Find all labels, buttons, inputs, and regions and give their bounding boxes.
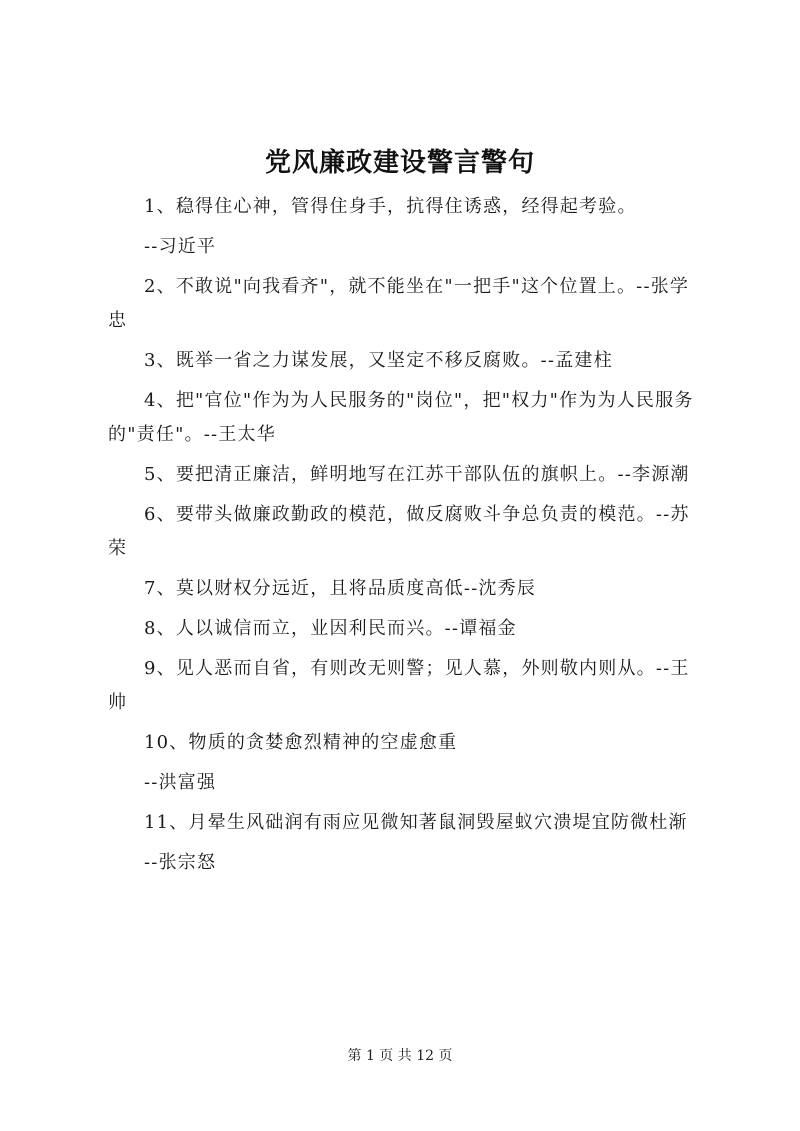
paragraph: 11、月晕生风础润有雨应见微知著鼠洞毁屋蚁穴溃堤宜防微杜渐 [144,812,688,833]
paragraph: 10、物质的贪婪愈烈精神的空虚愈重 [144,732,458,753]
page-footer: 第 1 页 共 12 页 [347,1048,453,1064]
paragraph: 5、要把清正廉洁，鲜明地写在江苏干部队伍的旗帜上。--李源潮 [144,464,690,485]
paragraph: --张宗怒 [144,852,217,873]
paragraph: --习近平 [144,236,217,257]
paragraph: 8、人以诚信而立，业因利民而兴。--谭福金 [144,618,517,639]
paragraph: 1、稳得住心神，管得住身手，抗得住诱惑，经得起考验。 [144,196,637,217]
document-body [108,190,696,886]
paragraph: 7、莫以财权分远近，且将品质度高低--沈秀辰 [144,578,537,599]
paragraph: 9、见人恶而自省，有则改无则警；见人慕，外则敬内则从。--王帅 [108,658,690,713]
paragraph: 6、要带头做廉政勤政的模范，做反腐败斗争总负责的模范。--苏荣 [108,504,690,559]
paragraph: 4、把"官位"作为为人民服务的"岗位"，把"权力"作为为人民服务的"责任"。--王太华 [108,390,694,445]
paragraph: 2、不敢说"向我看齐"，就不能坐在"一把手"这个位置上。--张学忠 [108,276,690,331]
paragraph: --洪富强 [144,772,217,793]
document-title: 党风廉政建设警言警句 [264,148,535,178]
paragraph: 3、既举一省之力谋发展，又坚定不移反腐败。--孟建柱 [144,350,613,371]
